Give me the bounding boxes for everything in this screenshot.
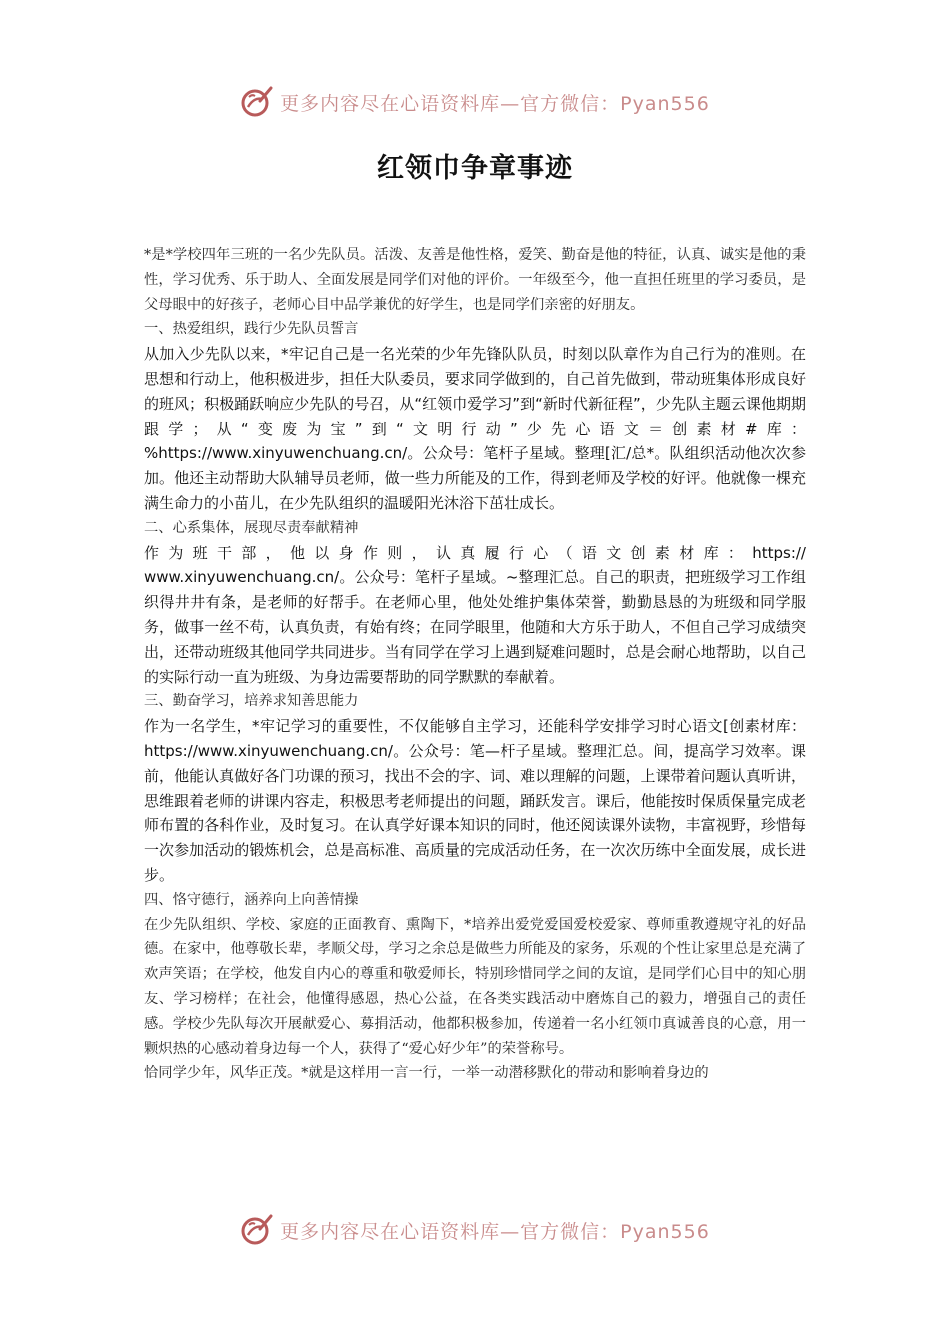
watermark-text: 更多内容尽在心语资料库—官方微信：Pyan556 bbox=[280, 92, 710, 115]
closing-paragraph: 恰同学少年，风华正茂。*就是这样用一言一行，一举一动潜移默化的带动和影响着身边的 bbox=[144, 1065, 709, 1082]
watermark-text: 更多内容尽在心语资料库—官方微信：Pyan556 bbox=[280, 1220, 710, 1243]
section-heading-4: 四、恪守德行，涵养向上向善情操 bbox=[144, 891, 359, 908]
section-heading-1: 一、热爱组织，践行少先队员誓言 bbox=[144, 321, 359, 338]
document-title: 红领巾争章事迹 bbox=[377, 153, 573, 184]
watermark-banner-top bbox=[0, 80, 950, 124]
watermark-banner-bottom bbox=[0, 1208, 950, 1252]
intro-paragraph: *是*学校四年三班的一名少先队员。活泼、友善是他性格，爱笑、勤奋是他的特征，认真、诚实是他的秉性，学习优秀、乐于助人、全面发展是同学们对他的评价。一年级至今，他一直担任班里的学习委员，是父母眼中的好孩子，老师心目中品学兼优的好学生，也是同学们亲密的好朋友。 bbox=[144, 247, 806, 313]
section-body-4: 在少先队组织、学校、家庭的正面教育、熏陶下，*培养出爱党爱国爱校爱家、尊师重教遵规守礼的好品德。在家中，他尊敬长辈，孝顺父母，学习之余总是做些力所能及的家务，乐观的个性让家里总是充满了欢声笑语；在学校，他发自内心的尊重和敬爱师长，特别珍惜同学之间的友谊，是同学们心目中的知心朋友、学习榜样；在社会，他懂得感恩，热心公益，在各类实践活动中磨炼自己的毅力，增强自己的责任感。学校少先队每次开展献爱心、募捐活动，他都积极参加，传递着一名小红领巾真诚善良的心意，用一颗炽热的心感动着身边每一个人，获得了“爱心好少年”的荣誉称号。 bbox=[144, 916, 806, 1057]
brush-logo-icon bbox=[240, 85, 274, 119]
watermark-handle: Pyan556 bbox=[620, 1220, 710, 1243]
document-body bbox=[144, 243, 806, 1086]
section-heading-2: 二、心系集体，展现尽责奉献精神 bbox=[144, 519, 359, 536]
section-body-1: 从加入少先队以来，*牢记自己是一名光荣的少年先锋队队员，时刻以队章作为自己行为的准则。在思想和行动上，他积极进步，担任大队委员，要求同学做到的，自己首先做到，带动班集体形成良好的班风；积极踊跃响应少先队的号召，从“红领巾爱学习”到“新时代新征程”，少先队主题云课他期期跟学；从“变废为宝”到“文明行动”少先心语文＝创素材#库：%https://www.xinyuwenchuang.cn/。公众号：笔杆子星域。整理[汇/总*。队组织活动他次次参加。他还主动帮助大队辅导员老师，做一些力所能及的工作，得到老师及学校的好评。他就像一棵充满生命力的小苗儿，在少先队组织的温暖阳光沐浴下茁壮成长。 bbox=[144, 345, 806, 512]
watermark-handle: Pyan556 bbox=[620, 92, 710, 115]
section-body-2-first-line: 作为班干部，他以身作则，认真履行心（语文创素材库：https:// bbox=[144, 543, 806, 562]
section-body-3: 作为一名学生，*牢记学习的重要性，不仅能够自主学习，还能科学安排学习时心语文[创素材库：https://www.xinyuwenchuang.cn/。公众号：笔—杆子星域。整理汇总。间，提高学习效率。课前，他能认真做好各门功课的预习，找出不会的字、词、难以理解的问题，上课带着问题认真听讲，思维跟着老师的讲课内容走，积极思考老师提出的问题，踊跃发言。课后，他能按时保质保量完成老师布置的各科作业，及时复习。在认真学好课本知识的同时，他还阅读课外读物，丰富视野，珍惜每一次参加活动的锻炼机会，总是高标准、高质量的完成活动任务，在一次次历练中全面发展，成长进步。 bbox=[144, 717, 806, 884]
brush-logo-icon bbox=[240, 1213, 274, 1247]
section-body-2: www.xinyuwenchuang.cn/。公众号：笔杆子星域。~整理汇总。自己的职责，把班级学习工作组织得井井有条，是老师的好帮手。在老师心里，他处处维护集体荣誉，勤勤恳恳的为班级和同学服务，做事一丝不苟，认真负责，有始有终；在同学眼里，他随和大方乐于助人，不但自己学习成绩突出，还带动班级其他同学共同进步。当有同学在学习上遇到疑难问题时，总是会耐心地帮助，以自己的实际行动一直为班级、为身边需要帮助的同学默默的奉献着。 bbox=[144, 568, 806, 686]
section-heading-3: 三、勤奋学习，培养求知善思能力 bbox=[144, 693, 359, 710]
